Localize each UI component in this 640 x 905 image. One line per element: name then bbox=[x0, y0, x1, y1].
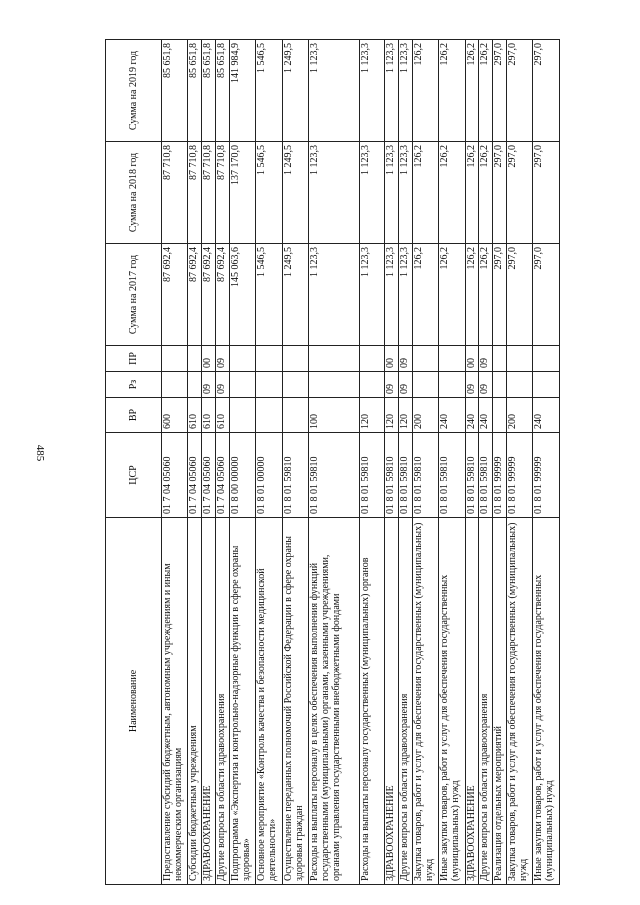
cell-name: ЗДРАВООХРАНЕНИЕ bbox=[202, 518, 216, 885]
cell-csr: 01 8 01 99999 bbox=[533, 433, 560, 518]
cell-csr: 01 8 01 99999 bbox=[493, 433, 507, 518]
cell-sum-2017: 1 123,3 bbox=[385, 244, 399, 346]
cell-csr: 01 7 04 05060 bbox=[216, 433, 230, 518]
table-row bbox=[216, 40, 230, 885]
cell-vr bbox=[256, 398, 282, 433]
cell-sum-2017: 1 123,3 bbox=[359, 244, 384, 346]
cell-sum-2017: 1 249,5 bbox=[282, 244, 308, 346]
cell-sum-2017: 297,0 bbox=[493, 244, 507, 346]
cell-sum-2019: 1 123,3 bbox=[359, 40, 384, 142]
cell-sum-2017: 126,2 bbox=[465, 244, 479, 346]
cell-rz bbox=[493, 372, 507, 398]
cell-rz: 09 bbox=[479, 372, 493, 398]
cell-sum-2018: 87 710,8 bbox=[216, 142, 230, 244]
cell-pr bbox=[162, 346, 188, 372]
table-row bbox=[439, 40, 465, 885]
cell-pr: 00 bbox=[385, 346, 399, 372]
cell-rz bbox=[507, 372, 533, 398]
header-vr: ВР bbox=[106, 398, 162, 433]
cell-csr: 01 8 01 59810 bbox=[359, 433, 384, 518]
cell-sum-2017: 87 692,4 bbox=[162, 244, 188, 346]
cell-vr: 240 bbox=[439, 398, 465, 433]
cell-sum-2018: 126,2 bbox=[439, 142, 465, 244]
cell-rz bbox=[282, 372, 308, 398]
cell-sum-2019: 85 651,8 bbox=[188, 40, 202, 142]
header-sum-2018: Сумма на 2018 год bbox=[106, 142, 162, 244]
cell-sum-2018: 1 249,5 bbox=[282, 142, 308, 244]
cell-csr: 01 8 01 59810 bbox=[465, 433, 479, 518]
cell-sum-2019: 1 123,3 bbox=[385, 40, 399, 142]
cell-name: Иные закупки товаров, работ и услуг для обеспечения государственных (муниципальных) нужд bbox=[439, 518, 465, 885]
table-row bbox=[412, 40, 438, 885]
cell-sum-2017: 87 692,4 bbox=[216, 244, 230, 346]
cell-sum-2019: 1 546,5 bbox=[256, 40, 282, 142]
cell-rz bbox=[229, 372, 255, 398]
table-row bbox=[479, 40, 493, 885]
cell-sum-2018: 1 123,3 bbox=[359, 142, 384, 244]
cell-sum-2017: 126,2 bbox=[412, 244, 438, 346]
cell-vr: 610 bbox=[188, 398, 202, 433]
cell-sum-2018: 87 710,8 bbox=[188, 142, 202, 244]
cell-name: Основное мероприятие «Контроль качества и безопасности медицинской деятельности» bbox=[256, 518, 282, 885]
cell-rz bbox=[439, 372, 465, 398]
cell-vr: 120 bbox=[359, 398, 384, 433]
cell-vr: 200 bbox=[412, 398, 438, 433]
header-sum-2019: Сумма на 2019 год bbox=[106, 40, 162, 142]
cell-pr: 09 bbox=[216, 346, 230, 372]
cell-rz: 09 bbox=[465, 372, 479, 398]
cell-name: Закупка товаров, работ и услуг для обеспечения государственных (муниципальных) нужд bbox=[507, 518, 533, 885]
cell-sum-2018: 126,2 bbox=[412, 142, 438, 244]
table-row bbox=[465, 40, 479, 885]
cell-vr: 610 bbox=[216, 398, 230, 433]
cell-name: Подпрограмма «Экспертиза и контрольно-надзорные функции в сфере охраны здоровья» bbox=[229, 518, 255, 885]
cell-pr bbox=[188, 346, 202, 372]
cell-sum-2018: 297,0 bbox=[493, 142, 507, 244]
cell-name: Закупка товаров, работ и услуг для обеспечения государственных (муниципальных) нужд bbox=[412, 518, 438, 885]
cell-sum-2017: 1 546,5 bbox=[256, 244, 282, 346]
cell-csr: 01 7 04 05060 bbox=[202, 433, 216, 518]
cell-name: Расходы на выплаты персоналу в целях обеспечения выполнения функций государственными (муниципальными) органами, казенными учреждениями, органами управления государственными внебюджетными фондами bbox=[309, 518, 360, 885]
header-csr: ЦСР bbox=[106, 433, 162, 518]
cell-sum-2019: 297,0 bbox=[533, 40, 560, 142]
cell-rz: 09 bbox=[216, 372, 230, 398]
cell-sum-2019: 126,2 bbox=[465, 40, 479, 142]
cell-csr: 01 7 04 05060 bbox=[162, 433, 188, 518]
cell-sum-2019: 297,0 bbox=[493, 40, 507, 142]
cell-name: Иные закупки товаров, работ и услуг для обеспечения государственных (муниципальных) нужд bbox=[533, 518, 560, 885]
cell-sum-2018: 297,0 bbox=[533, 142, 560, 244]
cell-sum-2017: 1 123,3 bbox=[398, 244, 412, 346]
table-row bbox=[229, 40, 255, 885]
cell-vr: 240 bbox=[465, 398, 479, 433]
cell-vr: 240 bbox=[479, 398, 493, 433]
cell-pr bbox=[493, 346, 507, 372]
cell-vr: 240 bbox=[533, 398, 560, 433]
cell-pr: 00 bbox=[202, 346, 216, 372]
cell-pr bbox=[507, 346, 533, 372]
cell-pr: 09 bbox=[398, 346, 412, 372]
header-rz: Рз bbox=[106, 372, 162, 398]
cell-sum-2017: 87 692,4 bbox=[188, 244, 202, 346]
table-row bbox=[162, 40, 188, 885]
cell-sum-2019: 1 249,5 bbox=[282, 40, 308, 142]
cell-csr: 01 8 01 59810 bbox=[479, 433, 493, 518]
cell-vr: 600 bbox=[162, 398, 188, 433]
cell-rz: 09 bbox=[385, 372, 399, 398]
cell-sum-2019: 141 984,9 bbox=[229, 40, 255, 142]
cell-rz: 09 bbox=[202, 372, 216, 398]
cell-csr: 01 8 01 59810 bbox=[439, 433, 465, 518]
cell-pr bbox=[533, 346, 560, 372]
table-row bbox=[202, 40, 216, 885]
cell-rz bbox=[412, 372, 438, 398]
cell-csr: 01 8 01 59810 bbox=[309, 433, 360, 518]
cell-sum-2017: 87 692,4 bbox=[202, 244, 216, 346]
table-row bbox=[385, 40, 399, 885]
cell-sum-2019: 85 651,8 bbox=[202, 40, 216, 142]
cell-sum-2018: 126,2 bbox=[465, 142, 479, 244]
table-row bbox=[493, 40, 507, 885]
cell-sum-2018: 137 170,0 bbox=[229, 142, 255, 244]
cell-sum-2018: 1 546,5 bbox=[256, 142, 282, 244]
cell-name: Предоставление субсидий бюджетным, автономным учреждениям и иным некоммерческим организациям bbox=[162, 518, 188, 885]
cell-sum-2018: 1 123,3 bbox=[398, 142, 412, 244]
cell-pr: 09 bbox=[479, 346, 493, 372]
cell-sum-2017: 145 063,6 bbox=[229, 244, 255, 346]
cell-sum-2019: 85 651,8 bbox=[162, 40, 188, 142]
cell-pr: 00 bbox=[465, 346, 479, 372]
cell-vr: 200 bbox=[507, 398, 533, 433]
cell-vr: 610 bbox=[202, 398, 216, 433]
cell-csr: 01 8 01 59810 bbox=[412, 433, 438, 518]
cell-rz bbox=[309, 372, 360, 398]
cell-rz bbox=[359, 372, 384, 398]
cell-rz bbox=[188, 372, 202, 398]
cell-sum-2017: 297,0 bbox=[507, 244, 533, 346]
page-number: 485 bbox=[34, 444, 46, 462]
cell-csr: 01 8 00 00000 bbox=[229, 433, 255, 518]
cell-sum-2019: 297,0 bbox=[507, 40, 533, 142]
cell-sum-2018: 87 710,8 bbox=[202, 142, 216, 244]
cell-pr bbox=[282, 346, 308, 372]
budget-table bbox=[105, 39, 560, 885]
cell-rz: 09 bbox=[398, 372, 412, 398]
cell-vr bbox=[493, 398, 507, 433]
cell-sum-2018: 1 123,3 bbox=[385, 142, 399, 244]
cell-rz bbox=[162, 372, 188, 398]
cell-name: Реализация отдельных мероприятий bbox=[493, 518, 507, 885]
cell-sum-2019: 126,2 bbox=[439, 40, 465, 142]
cell-rz bbox=[533, 372, 560, 398]
cell-sum-2018: 126,2 bbox=[479, 142, 493, 244]
cell-name: ЗДРАВООХРАНЕНИЕ bbox=[465, 518, 479, 885]
table-row bbox=[507, 40, 533, 885]
cell-sum-2019: 1 123,3 bbox=[309, 40, 360, 142]
cell-name: Субсидии бюджетным учреждениям bbox=[188, 518, 202, 885]
table-row bbox=[188, 40, 202, 885]
cell-name: ЗДРАВООХРАНЕНИЕ bbox=[385, 518, 399, 885]
cell-sum-2019: 85 651,8 bbox=[216, 40, 230, 142]
cell-sum-2017: 126,2 bbox=[479, 244, 493, 346]
cell-name: Другие вопросы в области здравоохранения bbox=[216, 518, 230, 885]
cell-csr: 01 8 01 59810 bbox=[385, 433, 399, 518]
cell-sum-2017: 1 123,3 bbox=[309, 244, 360, 346]
table-row bbox=[256, 40, 282, 885]
cell-csr: 01 8 01 99999 bbox=[507, 433, 533, 518]
cell-csr: 01 8 01 59810 bbox=[398, 433, 412, 518]
rotated-table-container bbox=[105, 40, 560, 885]
cell-sum-2018: 1 123,3 bbox=[309, 142, 360, 244]
cell-vr bbox=[229, 398, 255, 433]
cell-sum-2017: 297,0 bbox=[533, 244, 560, 346]
cell-name: Другие вопросы в области здравоохранения bbox=[479, 518, 493, 885]
cell-vr: 100 bbox=[309, 398, 360, 433]
header-name: Наименование bbox=[106, 518, 162, 885]
table-row bbox=[533, 40, 560, 885]
cell-sum-2018: 297,0 bbox=[507, 142, 533, 244]
cell-name: Осуществление переданных полномочий Российской Федерации в сфере охраны здоровья граждан bbox=[282, 518, 308, 885]
table-row bbox=[309, 40, 360, 885]
cell-sum-2019: 126,2 bbox=[412, 40, 438, 142]
table-row bbox=[282, 40, 308, 885]
header-row bbox=[106, 40, 162, 885]
cell-pr bbox=[256, 346, 282, 372]
table-row bbox=[398, 40, 412, 885]
cell-pr bbox=[309, 346, 360, 372]
cell-pr bbox=[229, 346, 255, 372]
cell-csr: 01 8 01 00000 bbox=[256, 433, 282, 518]
cell-sum-2019: 126,2 bbox=[479, 40, 493, 142]
cell-name: Другие вопросы в области здравоохранения bbox=[398, 518, 412, 885]
cell-pr bbox=[439, 346, 465, 372]
header-pr: ПР bbox=[106, 346, 162, 372]
cell-sum-2018: 87 710,8 bbox=[162, 142, 188, 244]
cell-vr: 120 bbox=[398, 398, 412, 433]
table-row bbox=[359, 40, 384, 885]
cell-pr bbox=[412, 346, 438, 372]
cell-rz bbox=[256, 372, 282, 398]
header-sum-2017: Сумма на 2017 год bbox=[106, 244, 162, 346]
cell-vr: 120 bbox=[385, 398, 399, 433]
cell-sum-2019: 1 123,3 bbox=[398, 40, 412, 142]
cell-name: Расходы на выплаты персоналу государственных (муниципальных) органов bbox=[359, 518, 384, 885]
cell-csr: 01 8 01 59810 bbox=[282, 433, 308, 518]
cell-vr bbox=[282, 398, 308, 433]
cell-pr bbox=[359, 346, 384, 372]
cell-csr: 01 7 04 05060 bbox=[188, 433, 202, 518]
cell-sum-2017: 126,2 bbox=[439, 244, 465, 346]
